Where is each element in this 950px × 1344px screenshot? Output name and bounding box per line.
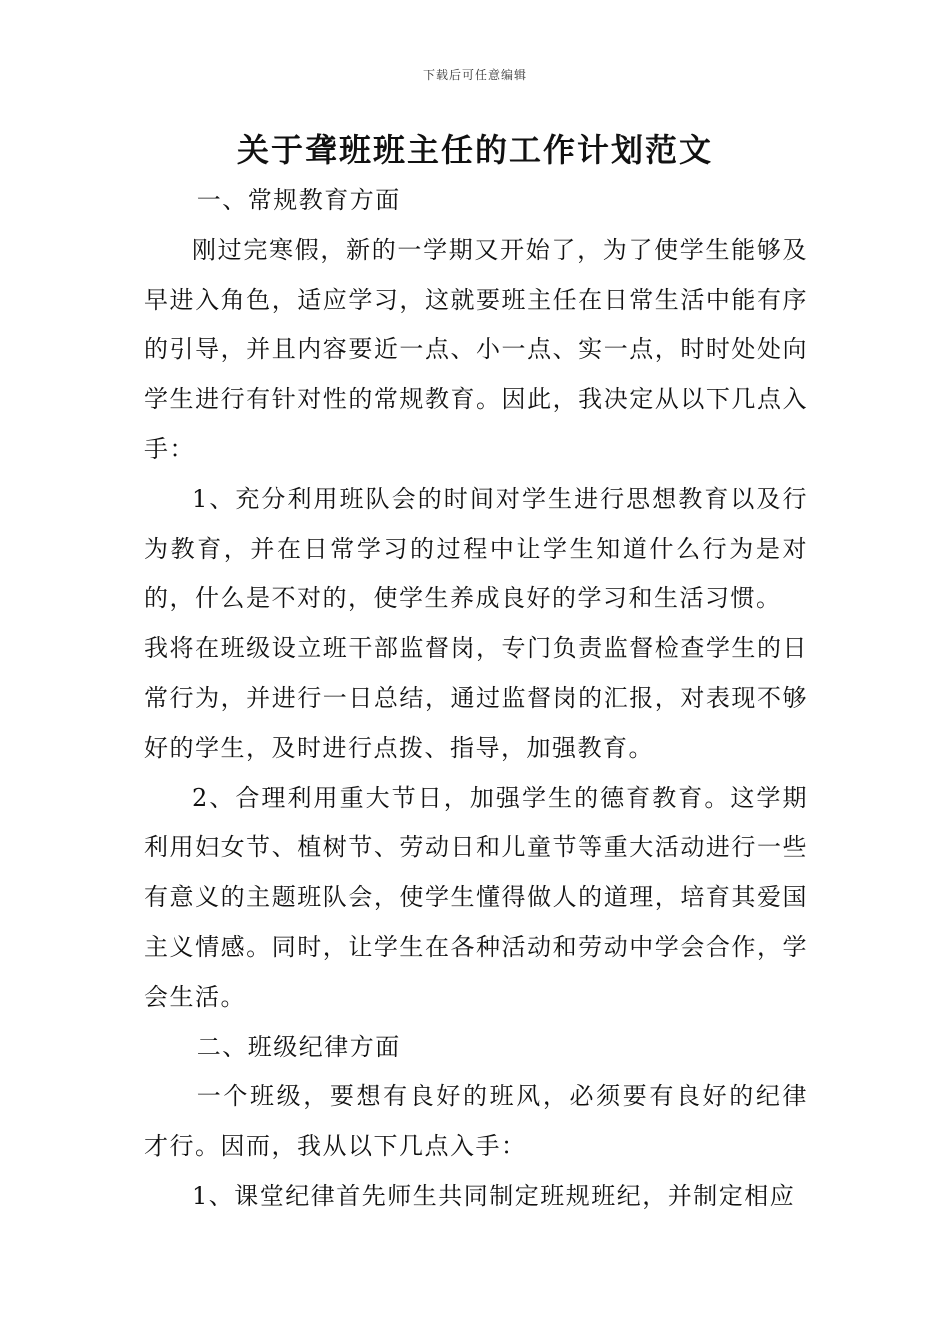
paragraph-intro: 刚过完寒假，新的一学期又开始了，为了使学生能够及早进入角色，适应学习，这就要班主任在日常生活中能有序的引导，并且内容要近一点、小一点、实一点，时时处处向学生进行有针对性的常规教育。因此，我决定从以下几点入手： [144, 235, 808, 463]
paragraph-monitor-post: 我将在班级设立班干部监督岗，专门负责监督检查学生的日常行为，并进行一日总结，通过监督岗的汇报，对表现不够好的学生，及时进行点拨、指导，加强教育。 [144, 634, 808, 762]
paragraph-discipline-item-1: 1、课堂纪律首先师生共同制定班规班纪，并制定相应 [192, 1181, 796, 1210]
document-body [144, 176, 808, 1222]
paragraph-discipline-intro: 一个班级，要想有良好的班风，必须要有良好的纪律才行。因而，我从以下几点入手： [144, 1082, 808, 1161]
paragraph-item-2: 2、合理利用重大节日，加强学生的德育教育。这学期利用妇女节、植树节、劳动日和儿童节等重大活动进行一些有意义的主题班队会，使学生懂得做人的道理，培育其爱国主义情感。同时，让学生在各种活动和劳动中学会合作，学会生活。 [144, 783, 808, 1011]
document-title: 关于聋班班主任的工作计划范文 [236, 131, 713, 169]
section-heading-class-discipline: 二、班级纪律方面 [196, 1032, 401, 1061]
paragraph-item-1: 1、充分利用班队会的时间对学生进行思想教育以及行为教育，并在日常学习的过程中让学生知道什么行为是对的，什么是不对的，使学生养成良好的学习和生活习惯。 [144, 484, 808, 613]
section-heading-routine-education: 一、常规教育方面 [196, 186, 401, 214]
header-note: 下载后可任意编辑 [422, 68, 527, 82]
